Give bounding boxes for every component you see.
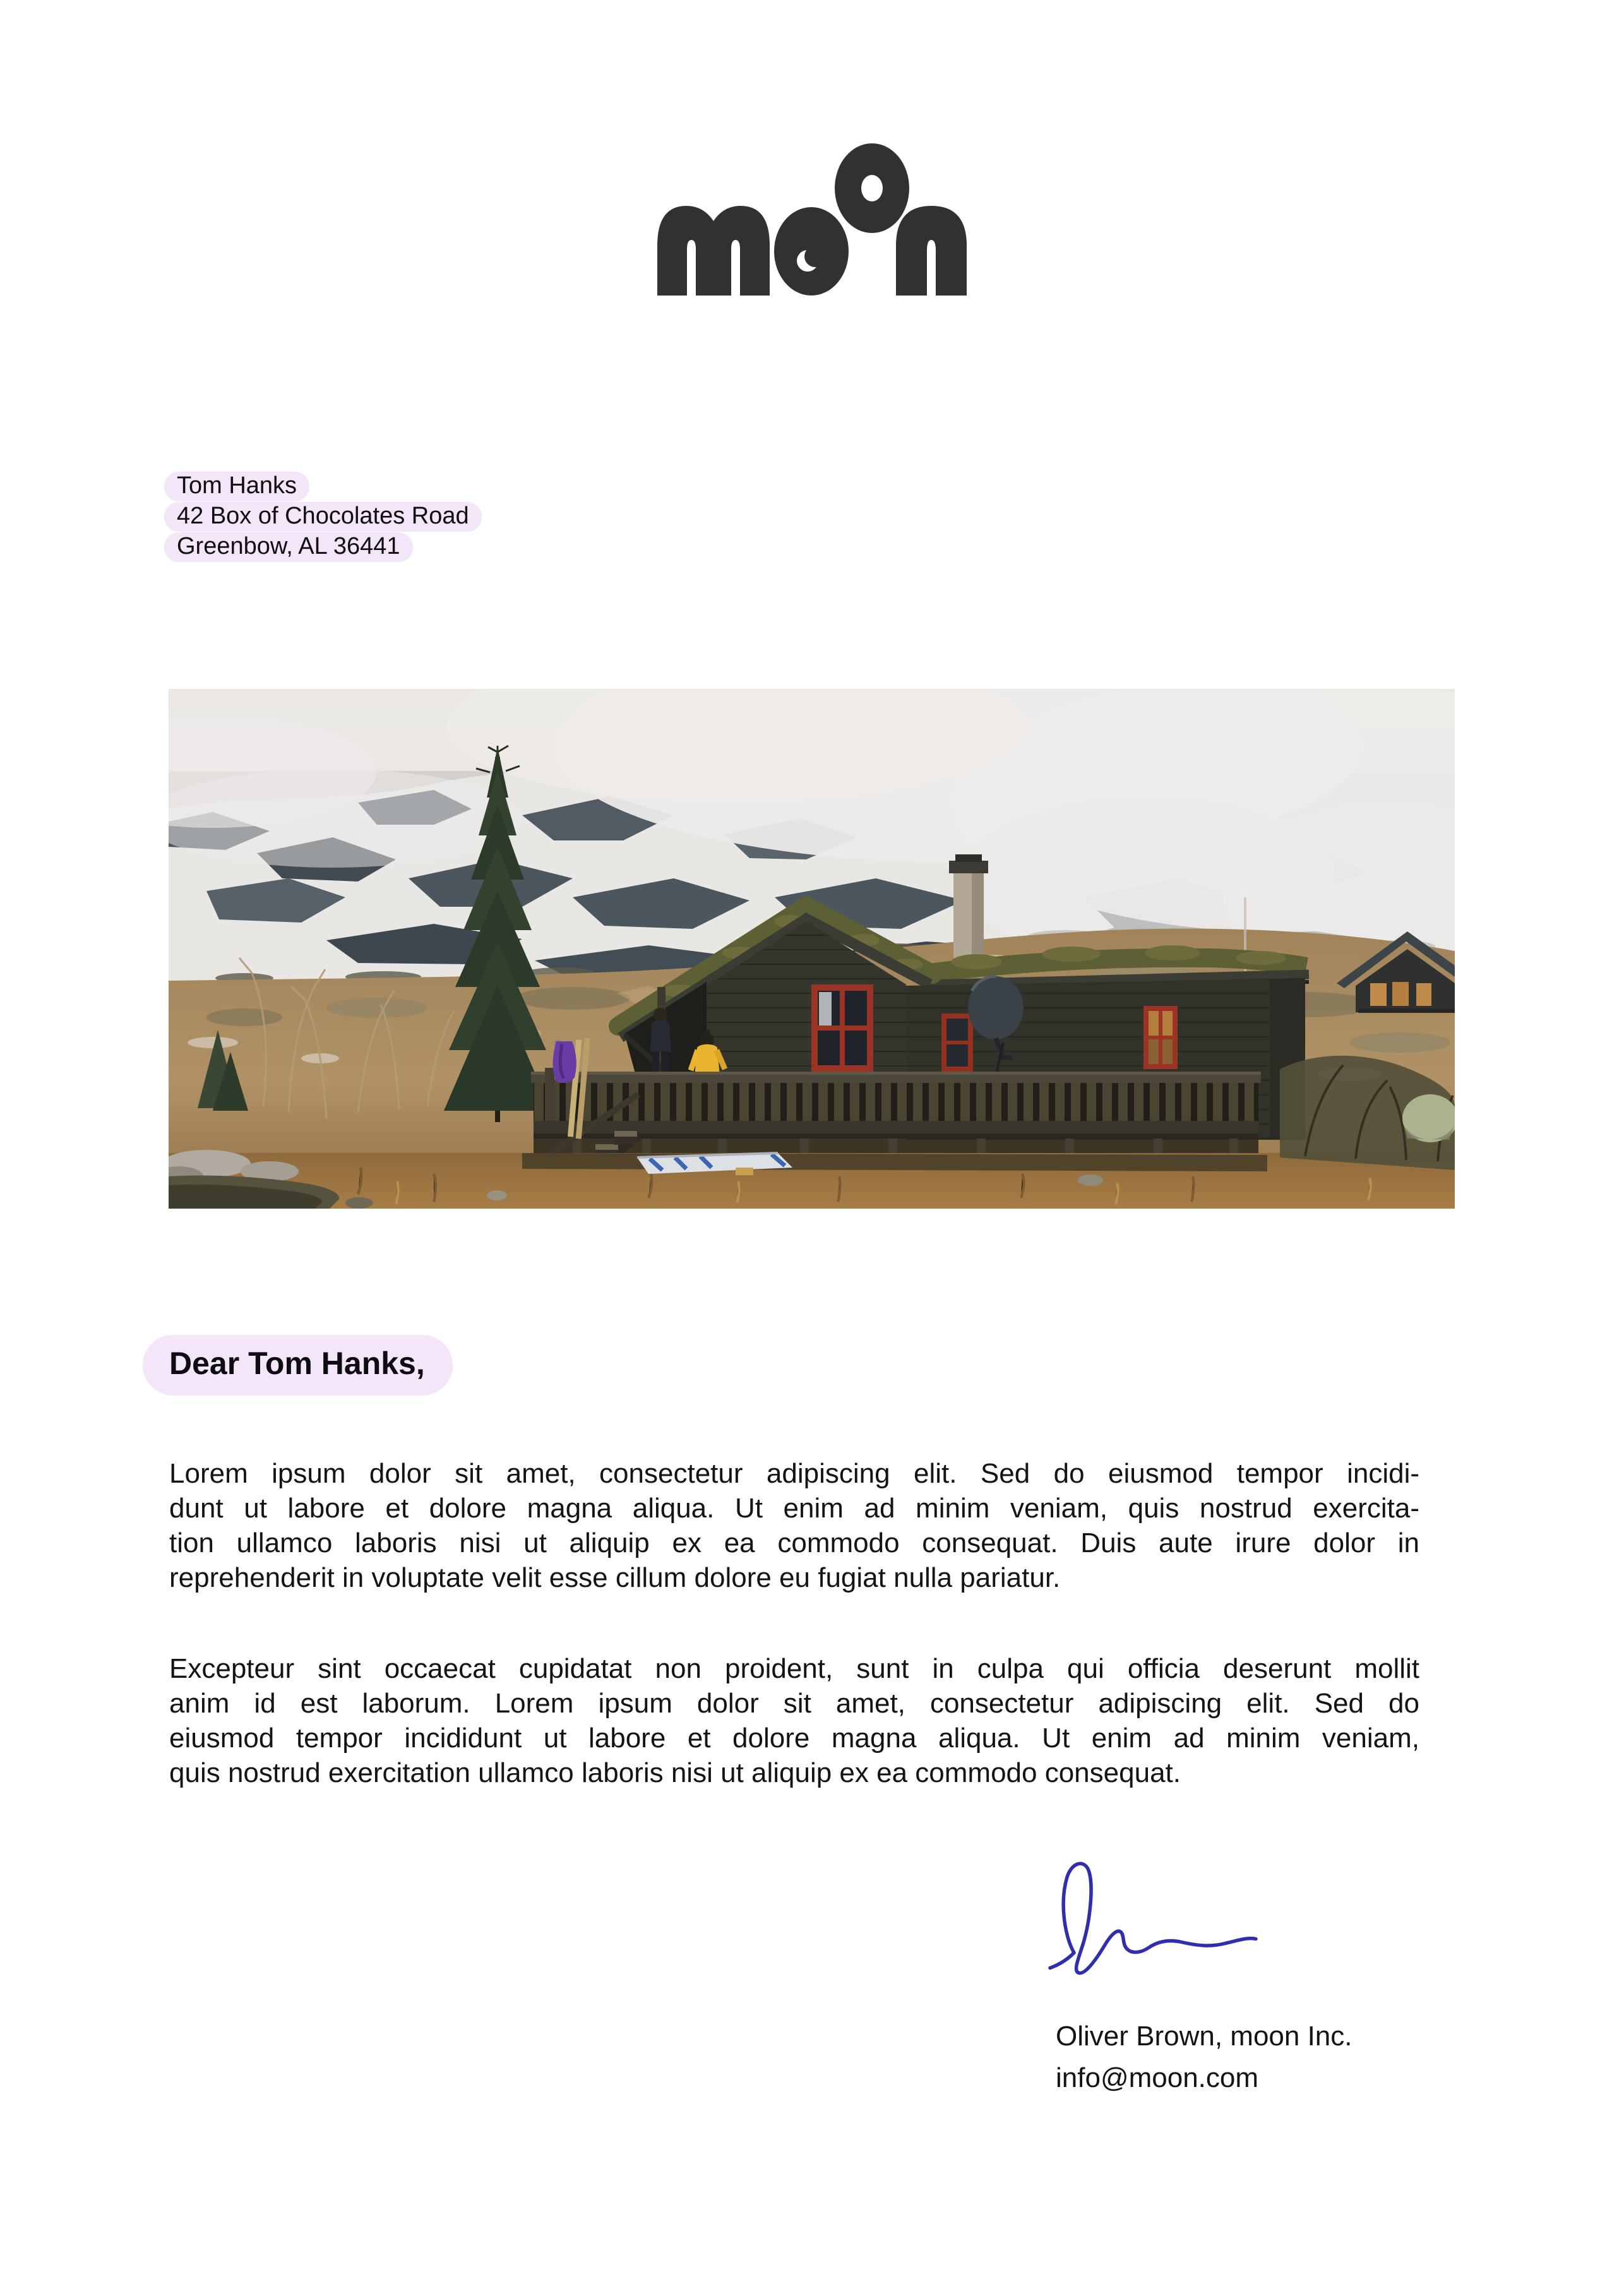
paragraph-line: quis nostrud exercitation ullamco laboris nisi ut aliquip ex ea commodo consequat.: [169, 1757, 1181, 1788]
cabin-window-small: [941, 1013, 973, 1072]
cabin-photo: [169, 689, 1455, 1209]
paragraph-1: [169, 1456, 1419, 1595]
paragraph-line: Lorem ipsum dolor sit amet, consectetur adipiscing elit. Sed do eiusmod tempor incidi-: [169, 1458, 1419, 1489]
paragraph-line: eiusmod tempor incididunt ut labore et dolore magna aliqua. Ut enim ad minim veniam,: [169, 1723, 1419, 1754]
paragraph-line: reprehenderit in voluptate velit esse cillum dolore eu fugiat nulla pariatur.: [169, 1562, 1061, 1593]
recipient-city: Greenbow, AL 36441: [164, 532, 413, 562]
signature-ink: [1045, 1858, 1269, 1990]
signoff: [1056, 2016, 1352, 2099]
paragraph-line: anim id est laborum. Lorem ipsum dolor sit amet, consectetur adipiscing elit. Sed do: [169, 1688, 1419, 1719]
signoff-name: Oliver Brown, moon Inc.: [1056, 2021, 1352, 2052]
greeting: Dear Tom Hanks,: [143, 1335, 453, 1396]
signoff-email: info@moon.com: [1056, 2062, 1259, 2093]
moon-logo: [657, 143, 967, 296]
recipient-address: [164, 472, 482, 563]
paragraph-line: dunt ut labore et dolore magna aliqua. Ut enim ad minim veniam, quis nostrud exercita-: [169, 1493, 1419, 1524]
cabin-photo-art: [169, 689, 1455, 1209]
cabin-window-main: [811, 984, 873, 1072]
recipient-name: Tom Hanks: [164, 472, 309, 501]
paragraph-2: [169, 1651, 1419, 1790]
recipient-street: 42 Box of Chocolates Road: [164, 502, 482, 532]
cabin-window-right: [1143, 1006, 1178, 1069]
paragraph-line: Excepteur sint occaecat cupidatat non proident, sunt in culpa qui officia deserunt mollit: [169, 1653, 1419, 1684]
paragraph-line: tion ullamco laboris nisi ut aliquip ex ea commodo consequat. Duis aute irure dolor in: [169, 1528, 1419, 1558]
